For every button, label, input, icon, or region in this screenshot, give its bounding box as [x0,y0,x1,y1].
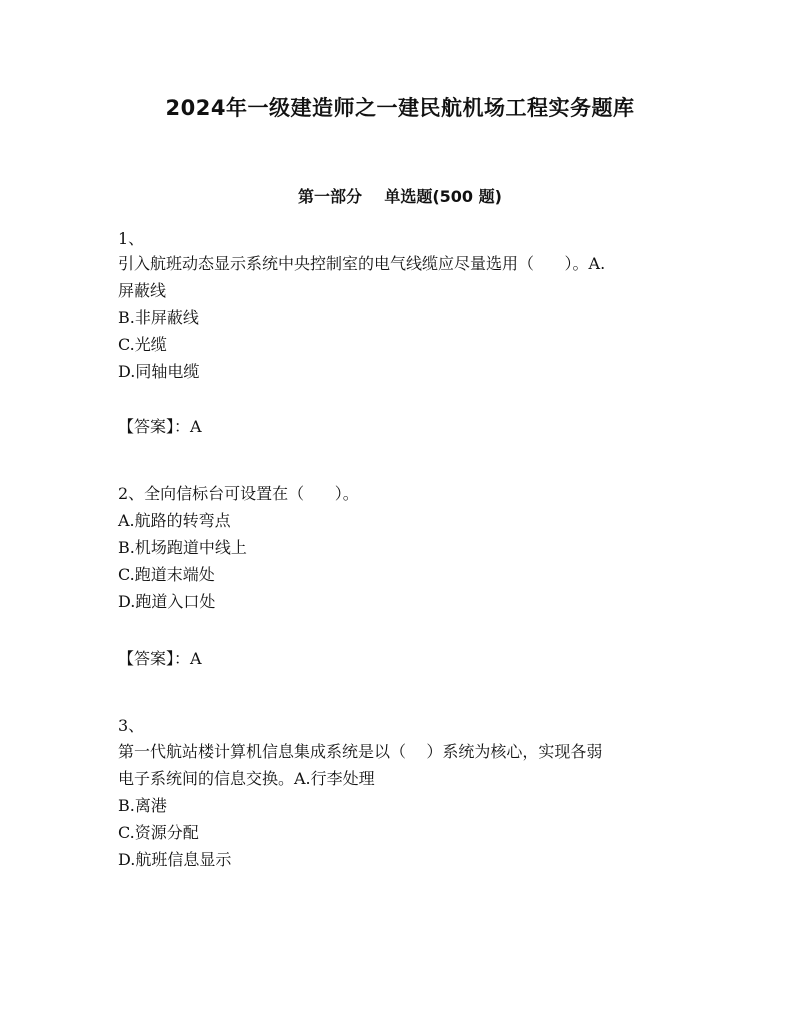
question-1-option-d: D.同轴电缆 [118,362,200,381]
question-3-stem-continued: 电子系统间的信息交换。A.行李处理 [118,769,375,788]
question-1-option-c: C.光缆 [118,335,167,354]
question-1-answer: 【答案】：A [118,417,202,436]
question-2-option-b: B.机场跑道中线上 [118,538,247,557]
question-2-stem: 2、全向信标台可设置在（ ）。 [118,484,359,503]
section-title: 第一部分 单选题(500 题) [298,187,502,206]
question-2-option-c: C.跑道末端处 [118,565,215,584]
question-2-option-a: A.航路的转弯点 [118,511,231,530]
question-3-option-d: D.航班信息显示 [118,850,232,869]
question-1-number: 1、 [118,229,145,248]
question-3-option-c: C.资源分配 [118,823,199,842]
question-3-option-b: B.离港 [118,796,167,815]
question-3-stem: 第一代航站楼计算机信息集成系统是以（ ）系统为核心，实现各弱 [118,742,603,761]
question-2-answer: 【答案】：A [118,649,202,668]
question-3-number: 3、 [118,716,145,735]
question-2-option-d: D.跑道入口处 [118,592,216,611]
question-1-option-b: B.非屏蔽线 [118,308,199,327]
question-1-stem: 引入航班动态显示系统中央控制室的电气线缆应尽量选用（ ）。A. [118,254,606,273]
document-title: 2024年一级建造师之一建民航机场工程实务题库 [165,96,635,120]
question-1-stem-continued: 屏蔽线 [118,281,167,300]
